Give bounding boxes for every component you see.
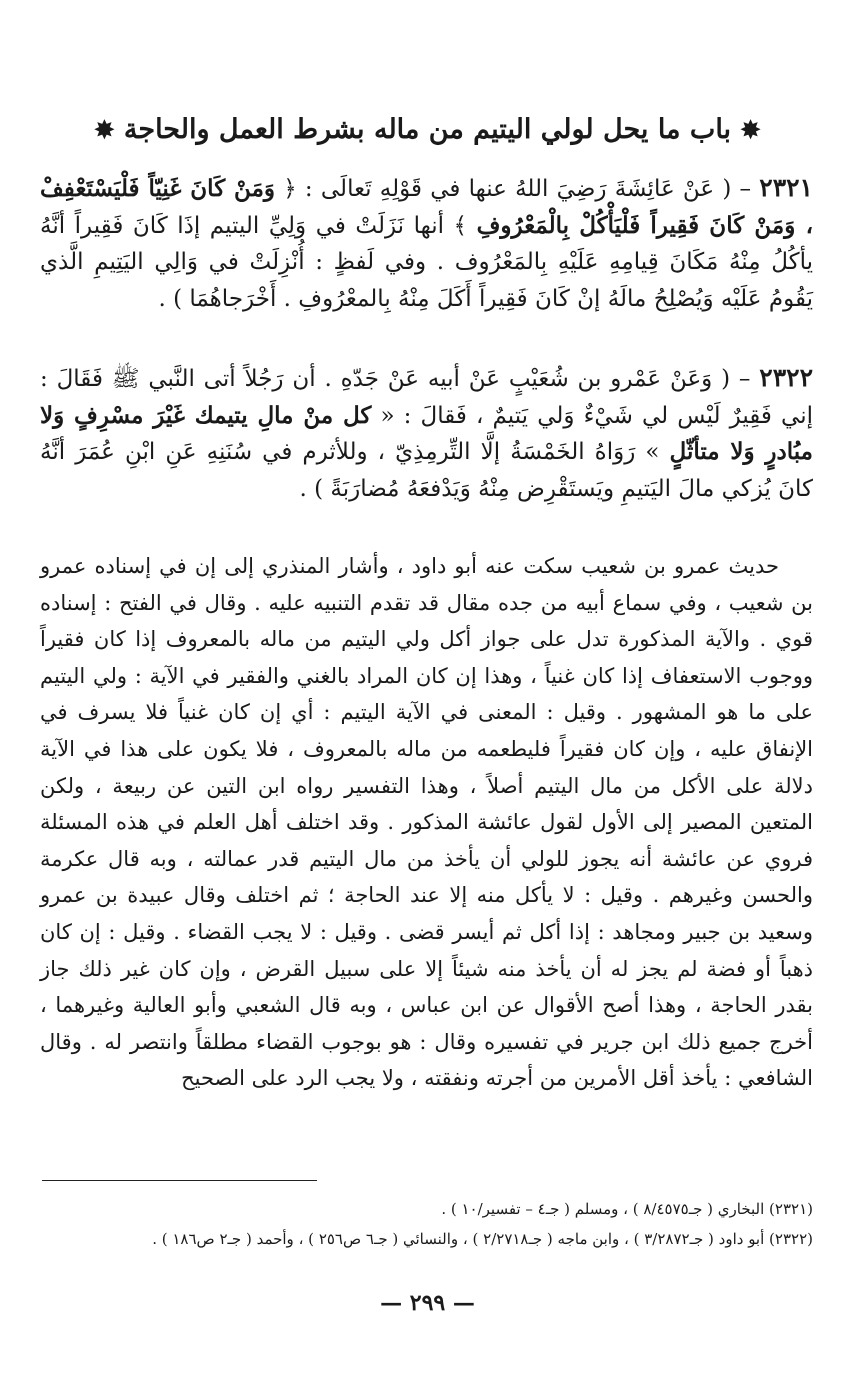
ornament-star-icon: ✸ [740, 115, 761, 144]
footnote-divider [42, 1180, 317, 1181]
page-number: — ٢٩٩ — [380, 1290, 475, 1316]
prophetic-quote: كل منْ مالِ يتيمك غَيْرَ مسْرِفٍ وَلا مبُادرٍ وَلا متأثّلٍ [40, 401, 813, 465]
footnote-2321: (٢٣٢١) البخاري ( جـ٨/٤٥٧٥ ) ، ومسلم ( جـ٤ – تفسير/١٠ ) . [441, 1200, 813, 1218]
hadith-number: ٢٣٢١ [759, 173, 813, 202]
chapter-title-text: باب ما يحل لولي اليتيم من ماله بشرط العمل والحاجة [123, 114, 732, 145]
hadith-lead: – ( عَنْ عَائِشَةَ رَضِيَ اللهُ عنها في قَوْلِهِ تَعالَى : ﴿ [275, 176, 760, 202]
hadith-body: » رَوَاهُ الخَمْسَةُ إلَّا التِّرمِذِيّ ، وللأثرم في سُنَنِهِ عَنِ ابْنِ عُمَرَ أنَّهُ كانَ يُزكي مالَ اليَتيمِ ويَستَقْرِض مِنْهُ وَيَدْفعَهُ مُضارَبَةً ) . [40, 439, 813, 502]
quran-verse: وَمَنْ كَانَ غَنِيّاً فَلْيَسْتَعْفِفْ ، وَمَنْ كَانَ فَقِيراً فَلْيَأْكُلْ بِالْمَعْرُوفِ [40, 175, 813, 239]
page-number-value: ٢٩٩ [409, 1290, 446, 1316]
chapter-title [60, 112, 795, 148]
hadith-number: ٢٣٢٢ [759, 363, 813, 392]
footnotes [40, 1194, 813, 1254]
hadith-body: ﴾ أنها نَزَلَتْ في وَلِيِّ اليتيم إذَا كَانَ فَقِيراً أنَّهُ يأكُلُ مِنْهُ مَكَانَ قِيامِهِ عَلَيْهِ بِالمَعْرُوف . وفي لَفظٍ : أُنْزِلَتْ في وَالِي اليَتِيمِ الَّذي يَقُومُ عَلَيْه وَيُصْلِحُ مالَهُ إنْ كَانَ فَقِيراً أَكَلَ مِنْهُ بِالمعْرُوفِ . أَخْرَجاهُمَا ) . [40, 212, 813, 312]
footnote-2322: (٢٣٢٢) أبو داود ( جـ٣/٢٨٧٢ ) ، وابن ماجه ( جـ٢/٢٧١٨ ) ، والنسائي ( جـ٦ ص٢٥٦ ) ، وأحمد ( جـ٢ ص١٨٦ ) . [152, 1230, 813, 1248]
hadith-2322 [40, 360, 813, 507]
commentary-paragraph: حديث عمرو بن شعيب سكت عنه أبو داود ، وأشار المنذري إلى إن في إسناده عمرو بن شعيب ، وفي سماع أبيه من جده مقال قد تقدم التنبيه عليه . وقال في الفتح : إسناده قوي . والآية المذكورة تدل على جواز أكل ولي اليتيم من ماله بالمعروف إذا كان فقيراً ووجوب الاستعفاف إذا كان غنياً ، وهذا إن كان المراد بالغني والفقير في الآية : ولي اليتيم على ما هو المشهور . وقيل : المعنى في الآية اليتيم : أي إن كان غنياً فلا يسرف في الإنفاق عليه ، وإن كان فقيراً فليطعمه من ماله بالمعروف ، فلا يكون على هذا في الآية دلالة على الأكل من مال اليتيم أصلاً ، وهذا التفسير رواه ابن التين عن ربيعة ، ولكن المتعين المصير إلى الأول لقول عائشة المذكور . وقد اختلف أهل العلم في هذه المسئلة فروي عن عائشة أنه يجوز للولي أن يأخذ من مال اليتيم قدر عمالته ، وبه قال عكرمة والحسن وغيرهم . وقيل : لا يأكل منه إلا عند الحاجة ؛ ثم اختلف وقال عبيدة بن عمرو وسعيد بن جبير ومجاهد : إذا أكل ثم أيسر قضى . وقيل : لا يجب القضاء . وقيل : إن كان ذهباً أو فضة لم يجز له أن يأخذ منه شيئاً إلا على سبيل القرض ، وإن كان غير ذلك جاز بقدر الحاجة ، وهذا أصح الأقوال عن ابن عباس ، وبه قال الشعبي وأبو العالية وغيرهما ، أخرج جميع ذلك ابن جرير في تفسيره وقال : هو بوجوب القضاء مطلقاً وانتصر له . وقال الشافعي : يأخذ أقل الأمرين من أجرته ونفقته ، ولا يجب الرد على الصحيح [40, 554, 813, 1091]
hadith-2321 [40, 170, 813, 317]
hadith-lead: – ( وَعَنْ عَمْرو بن شُعَيْبٍ عَنْ أبيه عَنْ جَدّهِ . أن رَجُلاً أتى النَّبي ﷺ فَقَالَ : إني فَقِيرٌ لَيْس لي شَيْءٌ وَلي يَتيمٌ ، فَقالَ : « [40, 366, 813, 429]
ornament-star-icon: ✸ [94, 115, 115, 144]
